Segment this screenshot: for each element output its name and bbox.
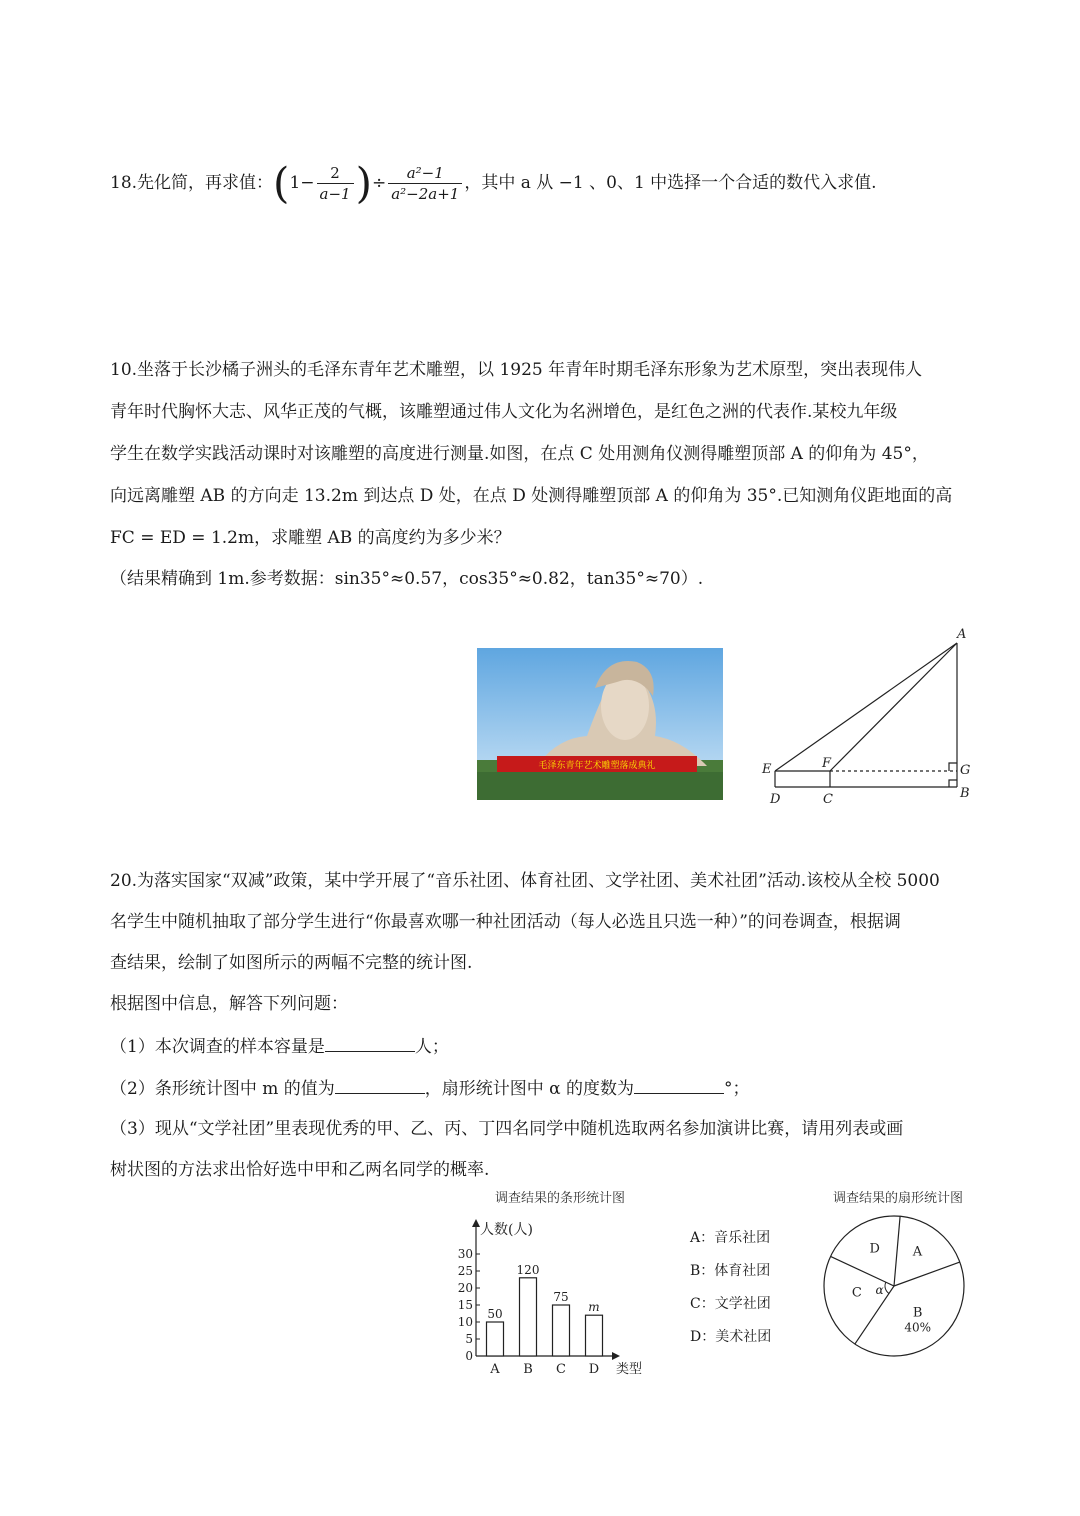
pie-chart bbox=[810, 1185, 980, 1375]
fraction-2 bbox=[388, 163, 462, 204]
q20-sub-1 bbox=[110, 1035, 449, 1057]
legend-item-a: A：音乐社团 bbox=[690, 1230, 771, 1246]
fraction-1-denominator: a−1 bbox=[319, 185, 351, 203]
fraction-1-numerator: 2 bbox=[317, 163, 354, 184]
q19-line-3: 学生在数学实践活动课时对该雕塑的高度进行测量.如图，在点 C 处用测角仪测得雕塑顶部 A 的仰角为 45°， bbox=[110, 444, 929, 464]
pie-slice-label-d: D bbox=[869, 1241, 880, 1257]
q19-line-2: 青年时代胸怀大志、风华正茂的气概，该雕塑通过伟人文化为名洲增色，是红色之洲的代表作.某校九年级 bbox=[110, 402, 898, 422]
pie-slice-percent-b: 40% bbox=[904, 1320, 932, 1335]
fraction-1 bbox=[317, 163, 354, 204]
answer-blank-2[interactable] bbox=[335, 1077, 425, 1094]
q19-line-1: 10.坐落于长沙橘子洲头的毛泽东青年艺术雕塑，以 1925 年青年时期毛泽东形象为艺术原型，突出表现伟人 bbox=[110, 360, 923, 380]
q20-sub-3-line-2: 树状图的方法求出恰好选中甲和乙两名同学的概率. bbox=[110, 1160, 490, 1180]
y-axis-label: 人数(人) bbox=[480, 1222, 533, 1238]
fraction-2-numerator: a²−1 bbox=[388, 163, 462, 184]
q20-sub1-unit: 人； bbox=[414, 1037, 449, 1057]
pie-slice-label-b: B bbox=[912, 1305, 923, 1321]
q19-line-4: 向远离雕塑 AB 的方向走 13.2m 到达点 D 处，在点 D 处测得雕塑顶部 A 的仰角为 35°.已知测角仪距地面的高 bbox=[110, 486, 953, 506]
x-tick-label-b: B bbox=[523, 1362, 533, 1377]
right-angle-g bbox=[949, 763, 957, 771]
pie-slice-label-c: C bbox=[851, 1285, 862, 1301]
label-d: D bbox=[770, 792, 781, 807]
x-tick-label-c: C bbox=[556, 1362, 566, 1377]
q19-line-6: （结果精确到 1m.参考数据：sin35°≈0.57，cos35°≈0.82，tan35°≈70）. bbox=[110, 569, 704, 589]
q18-line bbox=[110, 160, 877, 206]
y-tick-label: 10 bbox=[457, 1315, 473, 1329]
x-tick-label-d: D bbox=[588, 1362, 600, 1377]
label-f: F bbox=[822, 756, 832, 771]
label-e: E bbox=[762, 762, 772, 777]
q20-sub-2 bbox=[110, 1077, 750, 1099]
q20-line-4: 根据图中信息，解答下列问题： bbox=[110, 994, 348, 1014]
pie-chart-title: 调查结果的扇形统计图 bbox=[832, 1191, 964, 1206]
q18-operator: ÷ bbox=[371, 173, 387, 193]
q20-sub2-text-c: °； bbox=[724, 1079, 750, 1099]
q20-sub1-text: （1）本次调查的样本容量是 bbox=[110, 1037, 325, 1057]
right-angle-b bbox=[949, 780, 957, 787]
statue-banner-text: 毛泽东青年艺术雕塑落成典礼 bbox=[538, 761, 656, 771]
q20-line-1: 20.为落实国家“双减”政策，某中学开展了“音乐社团、体育社团、文学社团、美术社团”活动.该校从全校 5000 bbox=[110, 871, 940, 891]
statue-photo bbox=[477, 648, 723, 800]
alpha-angle-label: α bbox=[875, 1283, 884, 1298]
answer-blank-3[interactable] bbox=[634, 1077, 724, 1094]
q20-sub2-text-b: ，扇形统计图中 α 的度数为 bbox=[424, 1079, 635, 1099]
y-tick-label: 20 bbox=[457, 1281, 473, 1295]
y-tick-label: 15 bbox=[457, 1298, 473, 1312]
x-axis-arrow bbox=[612, 1352, 620, 1360]
y-tick-label: 30 bbox=[457, 1247, 473, 1261]
q18-prefix: 18.先化简，再求值： bbox=[110, 173, 274, 193]
bar-a bbox=[487, 1322, 504, 1356]
pie-slice-label-a: A bbox=[912, 1244, 923, 1260]
legend-item-c: C：文学社团 bbox=[690, 1296, 771, 1312]
legend-item-d: D：美术社团 bbox=[690, 1329, 772, 1345]
q20-line-2: 名学生中随机抽取了部分学生进行“你最喜欢哪一种社团活动（每人必选且只选一种）”的问卷调查，根据调 bbox=[110, 912, 901, 932]
fraction-2-denominator: a²−2a+1 bbox=[391, 185, 460, 203]
geometry-figure bbox=[755, 625, 980, 815]
bar-label-a: 50 bbox=[487, 1307, 503, 1321]
y-tick-label: 25 bbox=[457, 1264, 473, 1278]
label-a: A bbox=[957, 627, 967, 642]
q18-one-minus: 1− bbox=[289, 173, 315, 193]
label-b: B bbox=[960, 786, 970, 801]
bar-d bbox=[586, 1315, 603, 1356]
q20-sub2-text-a: （2）条形统计图中 m 的值为 bbox=[110, 1079, 335, 1099]
left-paren: ( bbox=[273, 158, 290, 208]
label-c: C bbox=[823, 792, 833, 807]
bar-b bbox=[520, 1278, 537, 1356]
y-tick-label: 5 bbox=[465, 1332, 473, 1346]
label-g: G bbox=[960, 763, 971, 778]
q19-line-5: FC = ED = 1.2m，求雕塑 AB 的高度约为多少米？ bbox=[110, 528, 511, 548]
segment-ea bbox=[775, 643, 957, 771]
q20-line-3: 查结果，绘制了如图所示的两幅不完整的统计图. bbox=[110, 953, 473, 973]
y-axis-arrow bbox=[472, 1219, 480, 1227]
segment-fa bbox=[830, 643, 957, 771]
legend-item-b: B：体育社团 bbox=[690, 1263, 771, 1279]
bar-label-d: m bbox=[588, 1300, 600, 1315]
q20-sub-3-line-1: （3）现从“文学社团”里表现优秀的甲、乙、丙、丁四名同学中随机选取两名参加演讲比赛，请用列表或画 bbox=[110, 1119, 904, 1139]
q18-suffix: ，其中 a 从 −1 、0、1 中选择一个合适的数代入求值. bbox=[464, 173, 877, 193]
bar-label-b: 120 bbox=[516, 1262, 540, 1277]
bar-chart bbox=[440, 1185, 680, 1385]
chart-legend bbox=[690, 1222, 771, 1354]
y-tick-label: 0 bbox=[465, 1349, 473, 1363]
bar-c bbox=[553, 1305, 570, 1356]
x-tick-label-a: A bbox=[490, 1362, 500, 1377]
answer-blank-1[interactable] bbox=[325, 1035, 415, 1052]
bar-label-c: 75 bbox=[553, 1290, 569, 1304]
bar-chart-title: 调查结果的条形统计图 bbox=[494, 1191, 626, 1206]
right-paren: ) bbox=[355, 158, 372, 208]
x-axis-label: 类型 bbox=[616, 1362, 643, 1377]
